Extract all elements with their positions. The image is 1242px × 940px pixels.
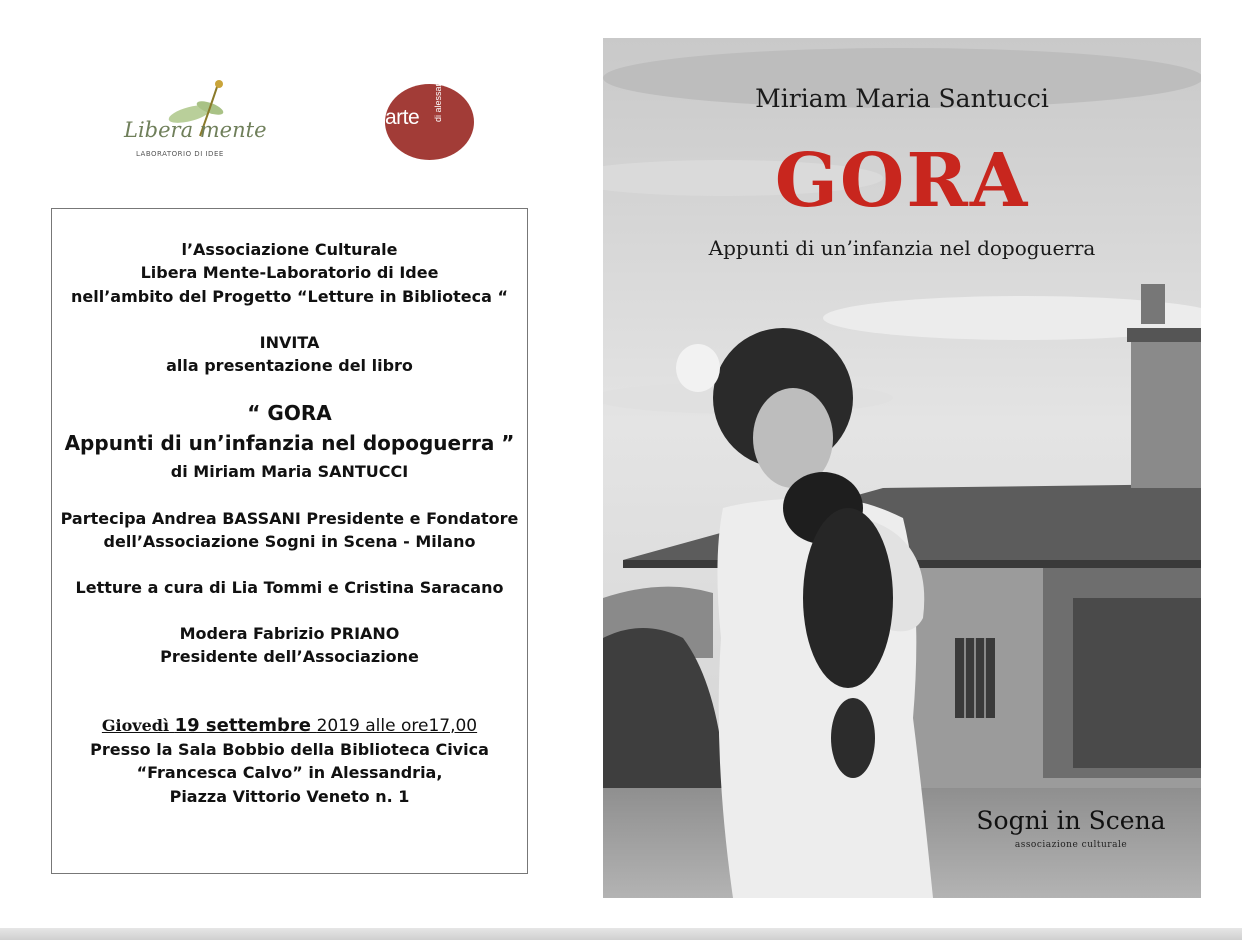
book-cover	[603, 38, 1201, 898]
cover-subtitle: Appunti di un’infanzia nel dopoguerra	[708, 236, 1096, 260]
intro-line-2: Libera Mente-Laboratorio di Idee	[140, 263, 439, 282]
letture-line: Letture a cura di Lia Tommi e Cristina Saracano	[75, 578, 504, 597]
author-line: di Miriam Maria SANTUCCI	[170, 462, 409, 481]
presentazione-line: alla presentazione del libro	[166, 356, 413, 375]
arte-logo-word: arte	[385, 106, 420, 129]
intro-line-1: l’Associazione Culturale	[181, 240, 398, 259]
venue-line-2: “Francesca Calvo” in Alessandria,	[136, 763, 443, 782]
partecipa-line-1: Partecipa Andrea BASSANI Presidente e Fondatore	[60, 509, 519, 528]
invita-heading: INVITA	[259, 333, 320, 352]
intro-line-3: nell’ambito del Progetto “Letture in Biblioteca “	[70, 287, 508, 306]
partecipa-line-2: dell’Associazione Sogni in Scena - Milano	[103, 532, 476, 551]
venue-line-3: Piazza Vittorio Veneto n. 1	[169, 787, 410, 806]
event-date-number: 19 settembre	[174, 715, 311, 736]
venue-line-1: Presso la Sala Bobbio della Biblioteca Civica	[90, 740, 489, 759]
libera-mente-subtitle: LABORATORIO DI IDEE	[136, 150, 224, 158]
cover-author: Miriam Maria Santucci	[755, 84, 1049, 113]
event-date-day: Giovedì	[101, 716, 170, 735]
invitation-box	[51, 208, 528, 874]
arte-di-alessandria-logo	[385, 66, 474, 160]
cover-publisher-subtitle: associazione culturale	[1014, 840, 1128, 850]
cover-publisher: Sogni in Scena	[976, 806, 1166, 835]
arte-logo-vertical-text: di alessandria	[433, 66, 443, 122]
event-date-time: 2019 alle ore17,00	[316, 716, 478, 736]
cover-title: GORA	[774, 138, 1030, 224]
book-title-line-1: “ GORA	[247, 401, 332, 425]
event-date	[52, 715, 527, 736]
modera-line-2: Presidente dell’Associazione	[160, 647, 419, 666]
libera-mente-logo	[118, 78, 267, 164]
book-title-line-2: Appunti di un’infanzia nel dopoguerra ”	[64, 431, 515, 455]
modera-line-1: Modera Fabrizio PRIANO	[179, 624, 400, 643]
page-bottom-edge	[0, 928, 1242, 940]
libera-mente-script: Libera mente	[124, 118, 267, 142]
